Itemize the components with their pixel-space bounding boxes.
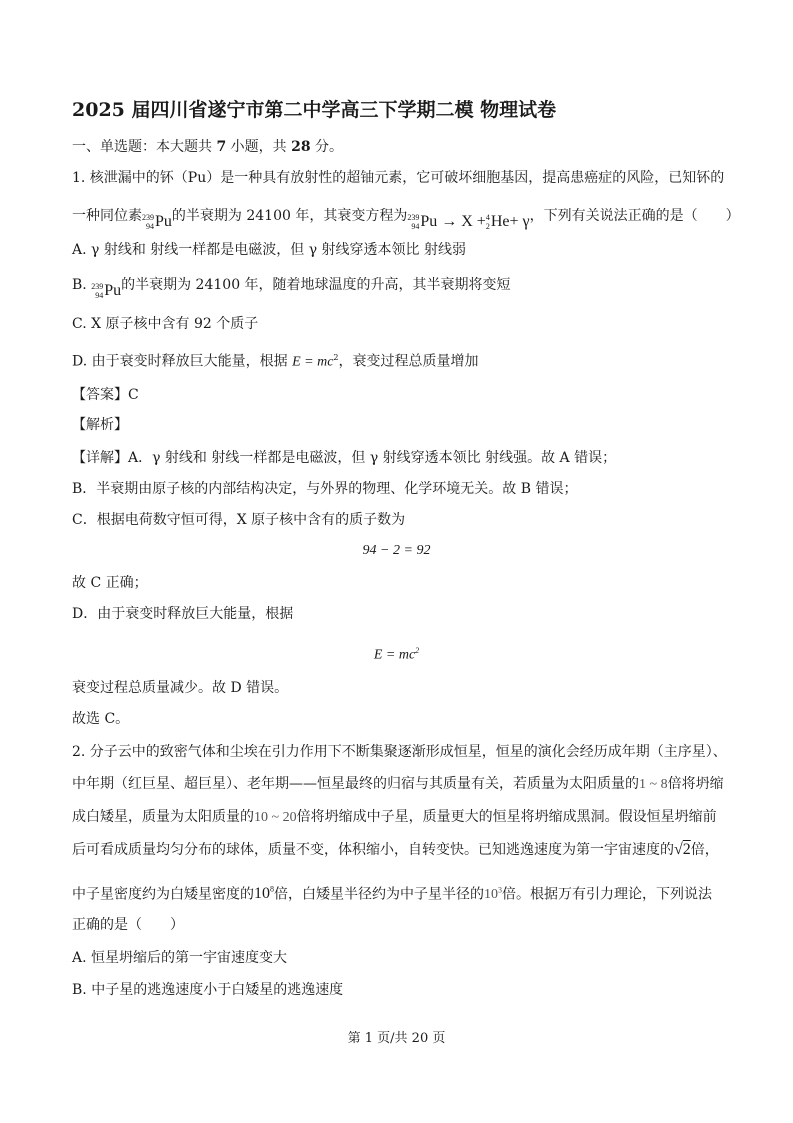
page-footer: 第 1 页/共 20 页 [347,1031,446,1046]
q2-line5: 中子星密度约为白矮星密度的$10^8$倍，白矮星半径约为中子星半径的$10^3$倍。根据万有引力理论，下列说法 [72,885,712,903]
q2-line6: 正确的是（ ） [72,917,184,933]
q2-line4: 后可看成质量均匀分布的球体，质量不变，体积缩小，自转变快。已知逃逸速度为第一宇宙速度的√2倍， [72,841,719,858]
q2-line1: 2. 分子云中的致密气体和尘埃在引力作用下不断集聚逐渐形成恒星，恒星的演化会经历成年期（主序星）、 [72,744,727,760]
q1-detail-d: D．由于衰变时释放巨大能量，根据 [72,606,294,622]
q1-analysis-label: 【解析】 [72,417,128,433]
q2-option-b: B. 中子星的逃逸速度小于白矮星的逃逸速度 [72,982,344,998]
sqrt-symbol: √2 [674,841,691,858]
q1-choose: 故选 C。 [72,711,130,727]
q1-detail-c-conclusion: 故 C 正确； [72,575,148,591]
pu-isotope: 239 94 Pu [142,213,172,231]
decay-equation: 239 94 Pu → X + 4 2 He + γ [407,213,530,231]
q1-detail-c-formula: 94 − 2 = 92 [362,543,431,558]
q2-line2: 中年期（红巨星、超巨星）、老年期——恒星最终的归宿与其质量有关，若质量为太阳质量的1 ~ 8倍将坍缩 [72,776,724,792]
q1-stem-line1: 1. 核泄漏中的钚（Pu）是一种具有放射性的超铀元素，它可破坏细胞基因，提高患癌症的风险，已知钚的 [72,170,725,186]
q1-option-b: B. 239 94 Pu 的半衰期为 24100 年，随着地球温度的升高，其半衰期将变短 [72,277,511,300]
section-heading: 一、单选题：本大题共 7 小题，共 28 分。 [72,139,344,155]
q1-stem-line2: 一种同位素 239 94 Pu 的半衰期为 24100 年，其衰变方程为 239 94 Pu → X + 4 2 He + γ ，下列有关说法正确的是（ ） [72,208,740,231]
q1-detail-d-formula: $E = mc^2$ [373,646,420,663]
q2-option-a: A. 恒星坍缩后的第一宇宙速度变大 [72,950,288,966]
q1-option-c: C. X 原子核中含有 92 个质子 [72,316,259,332]
q1-answer: 【答案】C [72,387,139,403]
q1-detail-d-conclusion: 衰变过程总质量减少。故 D 错误。 [72,680,289,696]
q1-detail-c: C．根据电荷数守恒可得，X 原子核中含有的质子数为 [72,512,406,528]
q1-option-a: A. γ 射线和 射线一样都是电磁波，但 γ 射线穿透本领比 射线弱 [72,242,466,258]
q1-option-d: D. 由于衰变时释放巨大能量，根据 $E = mc^2$，衰变过程总质量增加 [72,353,479,370]
q2-line3: 成白矮星，质量为太阳质量的10 ~ 20倍将坍缩成中子星，质量更大的恒星将坍缩成黑洞。假设恒星坍缩前 [72,809,717,825]
q1-detail-b: B．半衰期由原子核的内部结构决定，与外界的物理、化学环境无关。故 B 错误； [72,481,578,497]
page-title: 2025 届四川省遂宁市第二中学高三下学期二模 物理试卷 [72,99,557,121]
q1-detail-a: 【详解】A．γ 射线和 射线一样都是电磁波，但 γ 射线穿透本领比 射线强。故 A 错误； [72,450,617,466]
